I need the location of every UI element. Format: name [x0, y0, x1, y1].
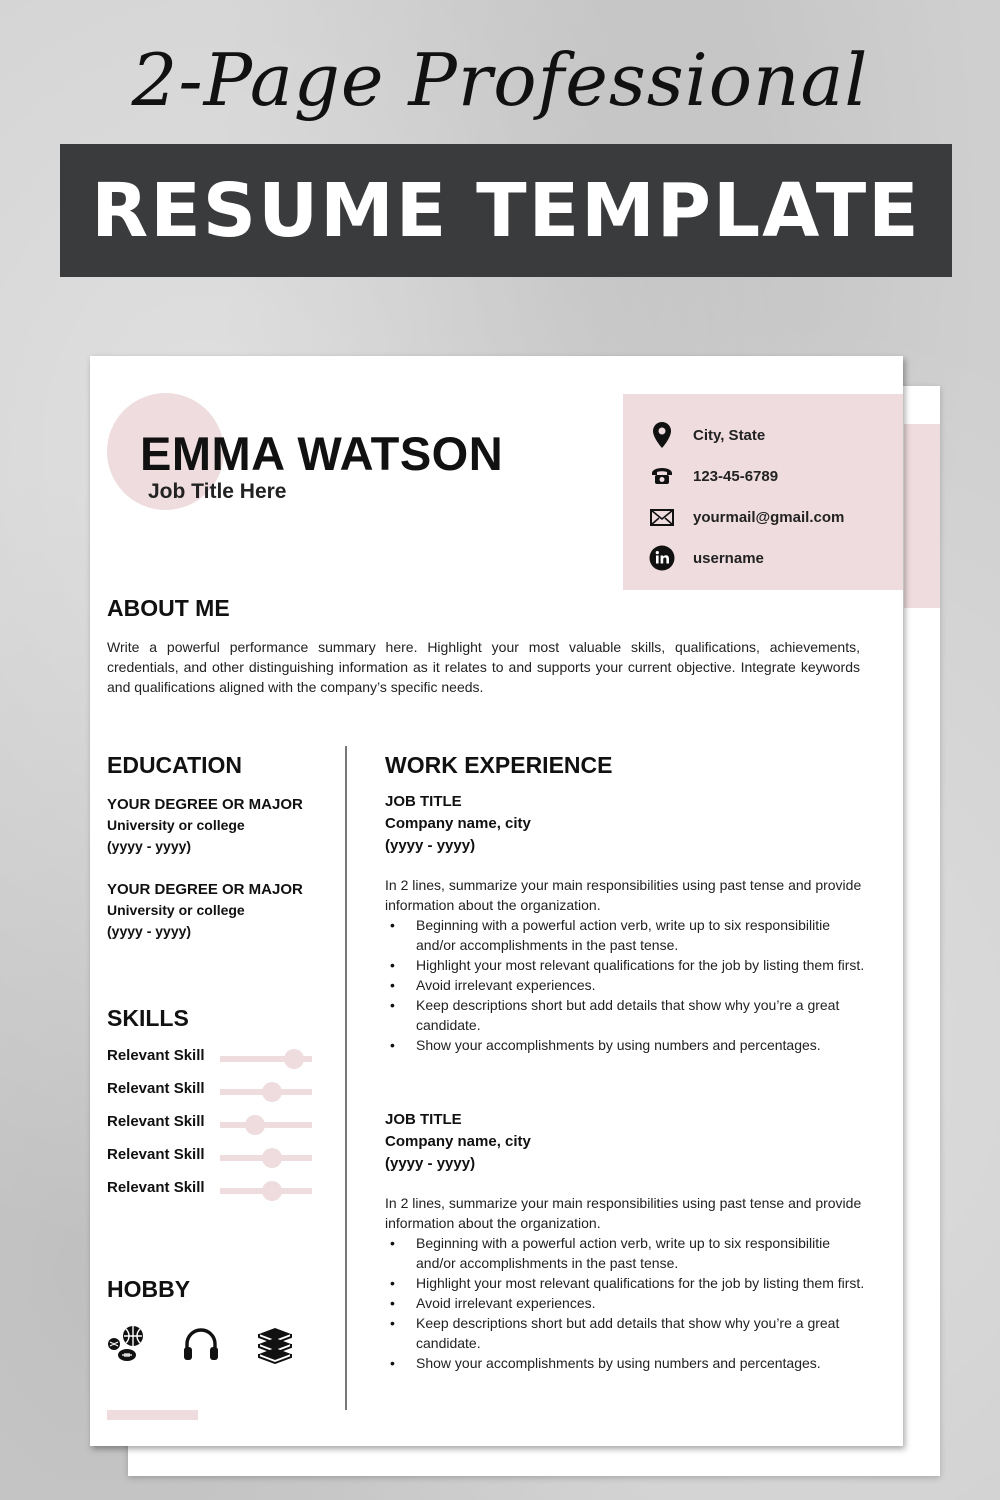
skill-row	[107, 1080, 317, 1102]
work-bullet: • Show your accomplishments by using numbers and percentages.	[416, 1035, 865, 1055]
work-bullet: • Beginning with a powerful action verb, write up to six responsibilitie and/or accomplishments in the past tense.	[416, 915, 865, 955]
about-title: ABOUT ME	[107, 595, 230, 621]
skill-label: Relevant Skill	[107, 1080, 205, 1097]
location-pin-icon	[649, 422, 675, 448]
education-school: University or college	[107, 902, 245, 918]
work-bullet: • Show your accomplishments by using numbers and percentages.	[416, 1353, 865, 1373]
education-degree: YOUR DEGREE OR MAJOR	[107, 881, 303, 898]
work-years: (yyyy - yyyy)	[385, 1155, 476, 1172]
education-school: University or college	[107, 817, 245, 833]
skills-title: SKILLS	[107, 1005, 189, 1031]
contact-linkedin-text[interactable]: username	[693, 549, 764, 567]
work-company: Company name, city	[385, 1133, 531, 1150]
skill-level-bar	[220, 1056, 312, 1062]
education-entry	[107, 794, 303, 857]
sports-balls-icon	[107, 1324, 147, 1364]
resume-name: EMMA WATSON	[140, 427, 504, 480]
contact-panel	[623, 394, 903, 590]
skill-label: Relevant Skill	[107, 1047, 205, 1064]
contact-phone	[649, 463, 778, 489]
phone-icon	[649, 463, 675, 489]
work-bullets	[416, 1233, 865, 1373]
promo-banner-text: RESUME TEMPLATE	[91, 167, 921, 254]
resume-page-one	[90, 356, 903, 1446]
education-title: EDUCATION	[107, 752, 243, 778]
work-bullet: • Keep descriptions short but add details that show why you’re a great candidate.	[416, 1313, 865, 1353]
page-two-accent	[904, 424, 940, 608]
skill-row	[107, 1047, 317, 1069]
hobby-title: HOBBY	[107, 1276, 191, 1302]
work-company: Company name, city	[385, 815, 531, 832]
work-bullet: • Highlight your most relevant qualifications for the job by listing them first.	[416, 955, 865, 975]
work-entry	[385, 1109, 865, 1373]
work-bullet: • Avoid irrelevant experiences.	[416, 1293, 865, 1313]
skill-label: Relevant Skill	[107, 1146, 205, 1163]
work-job-title: JOB TITLE	[385, 793, 462, 810]
skill-level-bar	[220, 1155, 312, 1161]
work-bullets	[416, 915, 865, 1055]
hobby-icons	[107, 1324, 329, 1364]
skill-label: Relevant Skill	[107, 1179, 205, 1196]
work-bullet: • Keep descriptions short but add details that show why you’re a great candidate.	[416, 995, 865, 1035]
resume-job-title: Job Title Here	[148, 480, 287, 503]
promo-headline: 2-Page Professional	[131, 38, 869, 122]
education-degree: YOUR DEGREE OR MAJOR	[107, 796, 303, 813]
footer-accent-bar	[107, 1410, 198, 1420]
about-text: Write a powerful performance summary here. Highlight your most valuable skills, qualifications, achievements, credentials, and other distinguishing information as it relates to and supports your current objective. Integrate keywords and qualifications aligned with the company’s specific needs.	[107, 639, 860, 695]
skill-level-knob	[284, 1049, 304, 1069]
skill-level-knob	[262, 1181, 282, 1201]
work-title: WORK EXPERIENCE	[385, 752, 613, 778]
work-bullet: • Avoid irrelevant experiences.	[416, 975, 865, 995]
envelope-icon	[649, 504, 675, 530]
linkedin-icon	[649, 545, 675, 571]
contact-location	[649, 422, 765, 448]
skill-level-knob	[245, 1115, 265, 1135]
education-years: (yyyy - yyyy)	[107, 838, 192, 854]
work-job-title: JOB TITLE	[385, 1111, 462, 1128]
work-entry	[385, 791, 865, 1055]
contact-email	[649, 504, 844, 530]
promo-banner	[60, 144, 952, 277]
skill-row	[107, 1113, 317, 1135]
skill-level-bar	[220, 1122, 312, 1128]
contact-location-text: City, State	[693, 426, 766, 444]
column-divider	[345, 746, 347, 1410]
education-years: (yyyy - yyyy)	[107, 923, 192, 939]
work-bullet: • Beginning with a powerful action verb, write up to six responsibilitie and/or accomplishments in the past tense.	[416, 1233, 865, 1273]
skill-row	[107, 1179, 317, 1201]
headphones-icon	[181, 1324, 221, 1364]
skill-label: Relevant Skill	[107, 1113, 205, 1130]
work-summary: In 2 lines, summarize your main responsibilities using past tense and provide information about the organization.	[385, 877, 862, 913]
contact-phone-text: 123-45-6789	[693, 467, 779, 485]
work-summary: In 2 lines, summarize your main responsibilities using past tense and provide information about the organization.	[385, 1195, 862, 1231]
skill-level-knob	[262, 1082, 282, 1102]
work-bullet: • Highlight your most relevant qualifications for the job by listing them first.	[416, 1273, 865, 1293]
education-entry	[107, 879, 303, 942]
skill-level-knob	[262, 1148, 282, 1168]
skill-row	[107, 1146, 317, 1168]
skill-level-bar	[220, 1188, 312, 1194]
contact-linkedin	[649, 545, 764, 571]
books-icon	[255, 1324, 295, 1364]
contact-email-text[interactable]: yourmail@gmail.com	[693, 508, 845, 526]
work-years: (yyyy - yyyy)	[385, 837, 476, 854]
skill-level-bar	[220, 1089, 312, 1095]
